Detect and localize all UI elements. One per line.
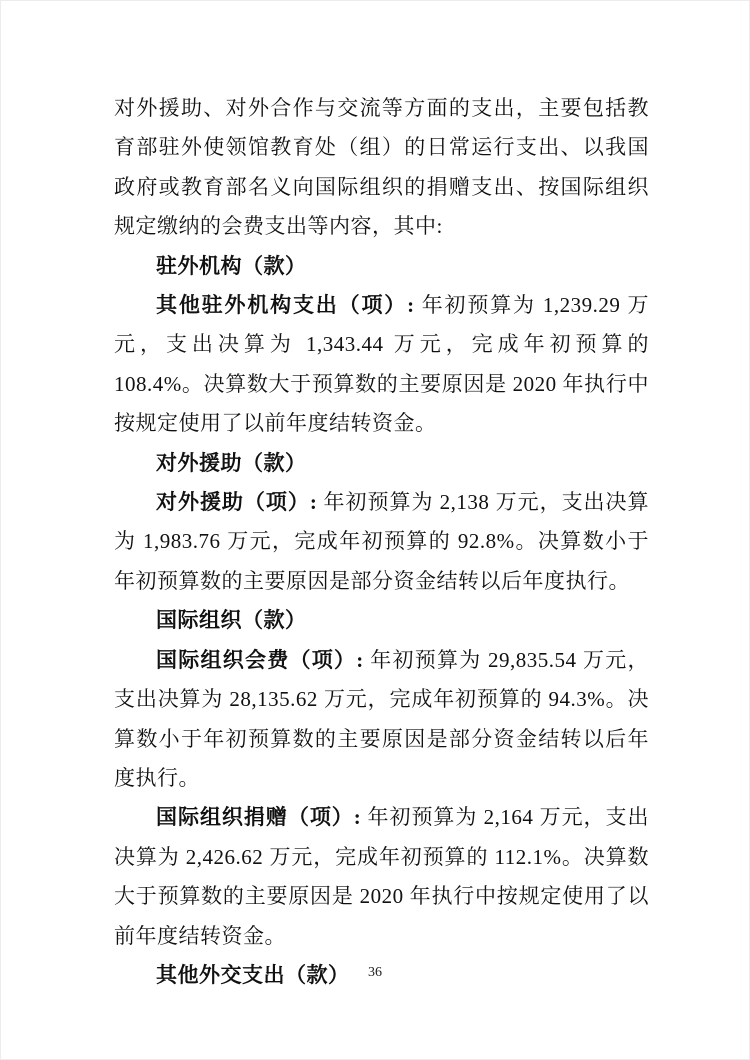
budget-item-lead: 国际组织会费（项）: bbox=[156, 647, 364, 672]
budget-item-body: 年初预算为 2,164 万元，支出决算为 2,426.62 万元，完成年初预算的 112.1%。决算数大于预算数的主要原因是 2020 年执行中按规定使用了以前年度结转资金。 bbox=[114, 805, 649, 948]
page-number: 36 bbox=[368, 965, 382, 980]
budget-item-lead: 其他驻外机构支出（项）: bbox=[156, 293, 415, 318]
page-content bbox=[114, 89, 649, 995]
budget-item-intl-org-membership-fees bbox=[114, 641, 649, 799]
budget-item-body: 年初预算为 1,239.29 万元，支出决算为 1,343.44 万元，完成年初预算的 108.4%。决算数大于预算数的主要原因是 2020 年执行中按规定使用了以前年度结转资金。 bbox=[114, 293, 650, 436]
budget-item-intl-org-donations bbox=[114, 798, 649, 956]
section-heading-overseas-offices: 驻外机构（款） bbox=[156, 253, 307, 278]
budget-item-lead: 国际组织捐赠（项）: bbox=[156, 805, 362, 830]
budget-item-body: 年初预算为 2,138 万元，支出决算为 1,983.76 万元，完成年初预算的 92.8%。决算数小于年初预算数的主要原因是部分资金结转以后年度执行。 bbox=[114, 490, 649, 593]
section-heading-foreign-aid: 对外援助（款） bbox=[156, 450, 307, 475]
section-heading-other-diplomatic-expenditure: 其他外交支出（款） bbox=[156, 962, 350, 987]
budget-item-foreign-aid bbox=[114, 483, 649, 601]
budget-item-body: 年初预算为 29,835.54 万元，支出决算为 28,135.62 万元，完成年初预算的 94.3%。决算数小于年初预算数的主要原因是部分资金结转以后年度执行。 bbox=[114, 647, 649, 790]
budget-item-other-overseas-offices bbox=[114, 286, 649, 444]
section-heading-international-organizations: 国际组织（款） bbox=[156, 608, 307, 633]
intro-paragraph: 对外援助、对外合作与交流等方面的支出，主要包括教育部驻外使领馆教育处（组）的日常运行支出、以我国政府或教育部名义向国际组织的捐赠支出、按国际组织规定缴纳的会费支出等内容，其中: bbox=[114, 96, 649, 239]
budget-item-lead: 对外援助（项）: bbox=[156, 490, 318, 515]
